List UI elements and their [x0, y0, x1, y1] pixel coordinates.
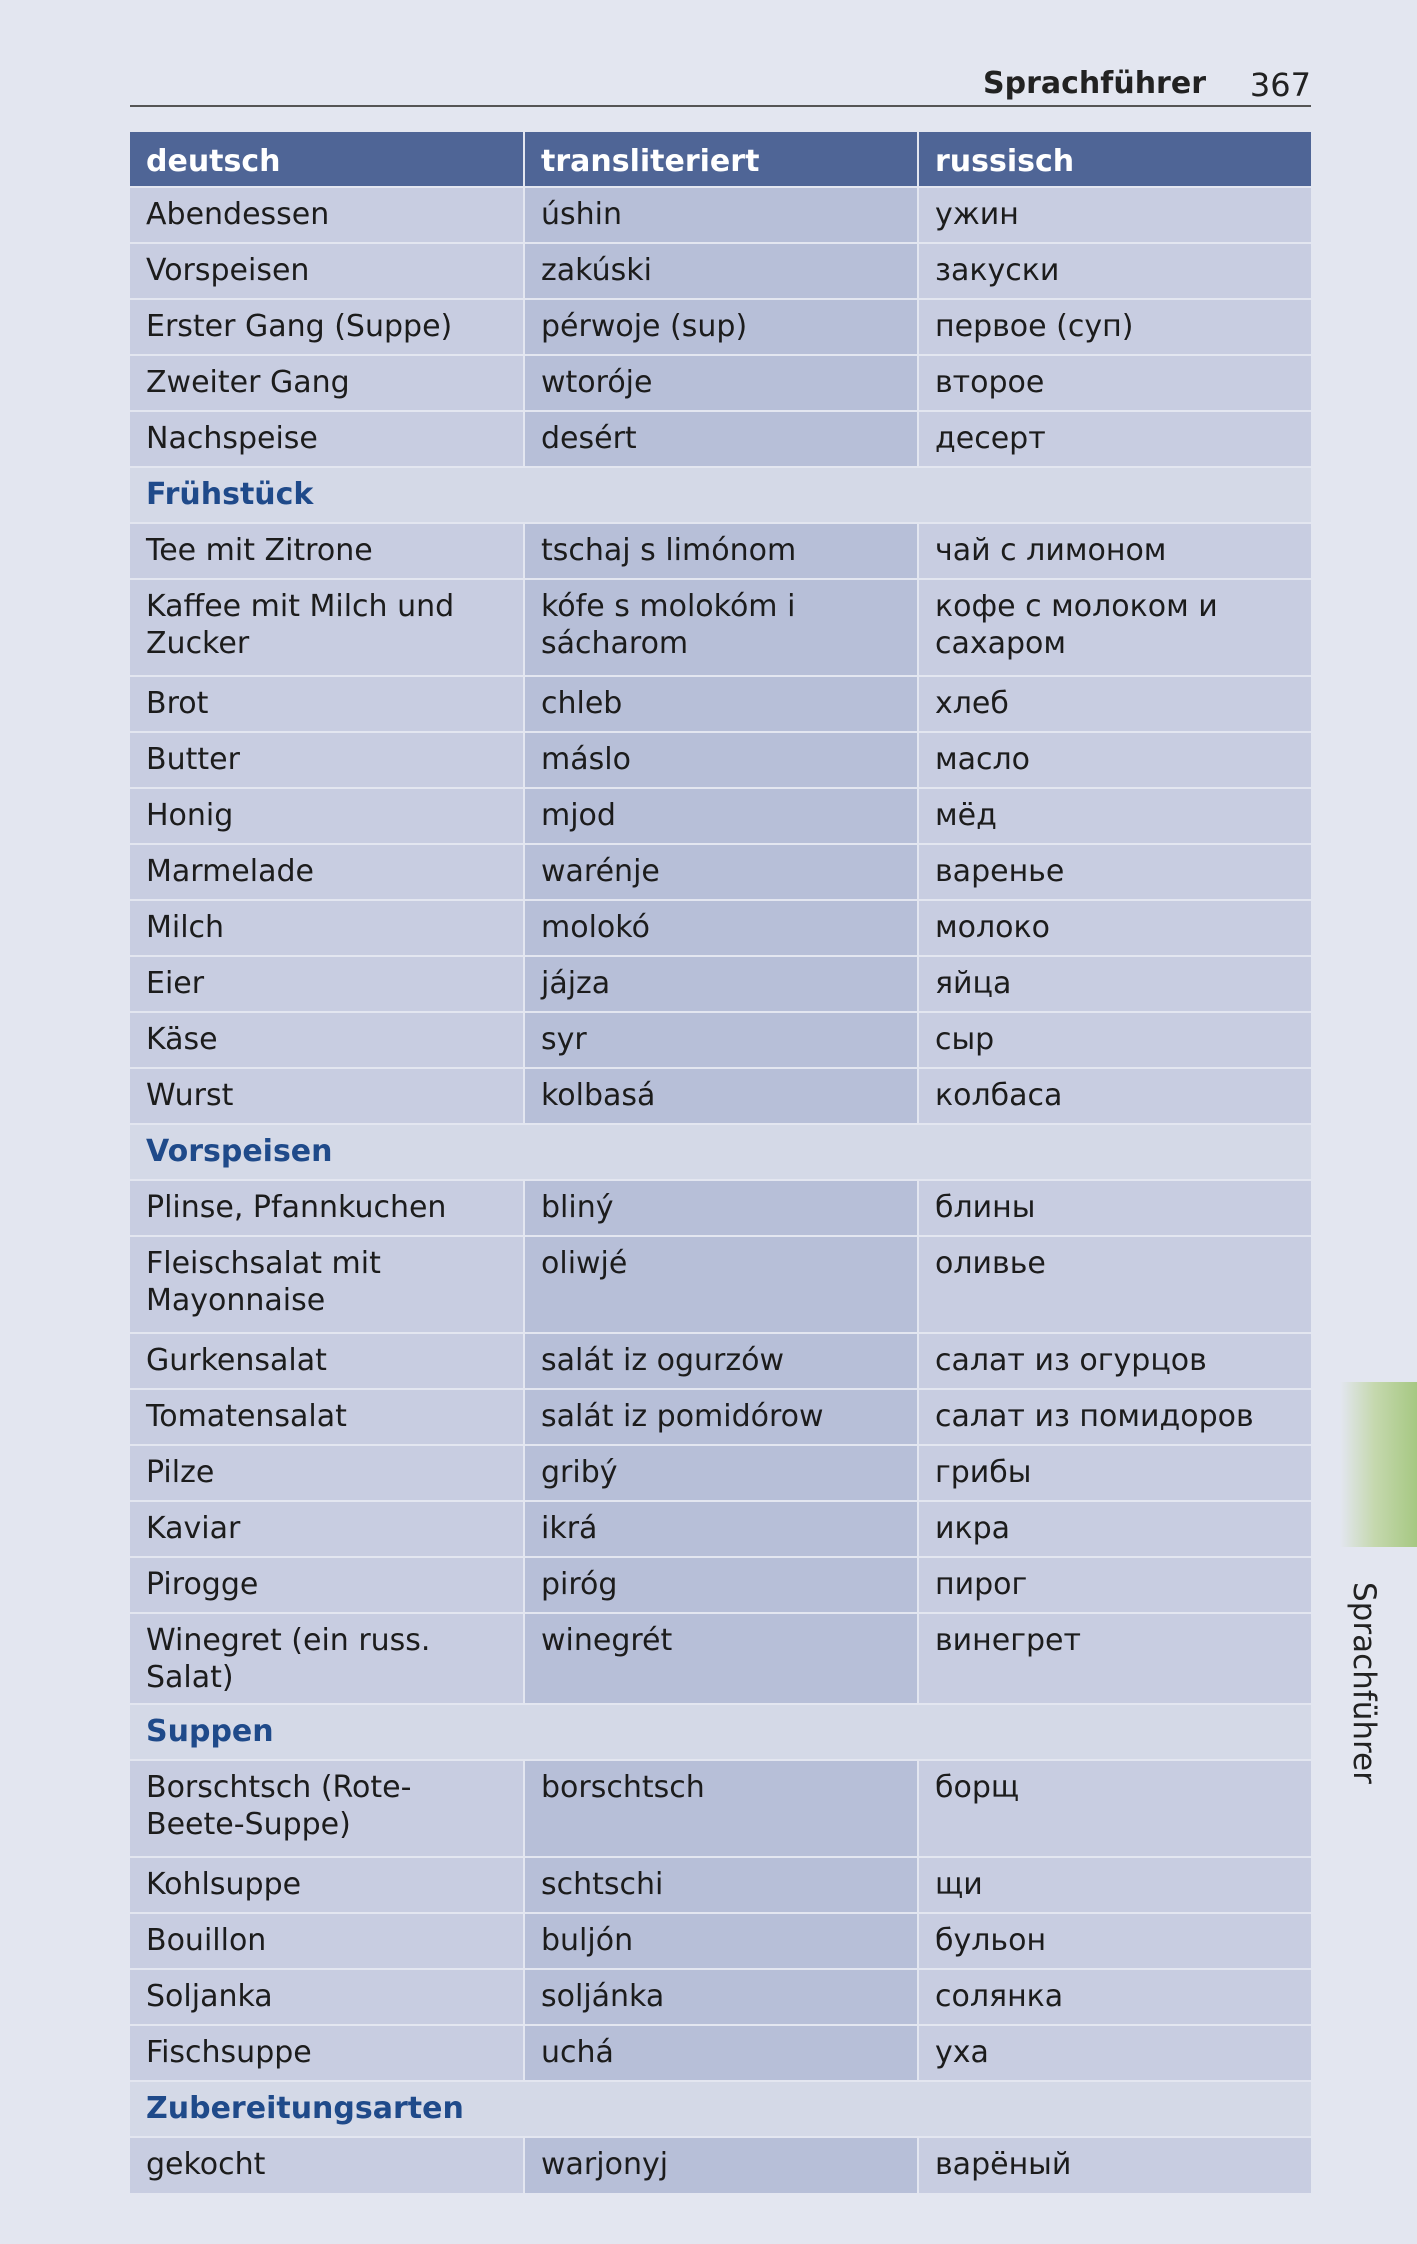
german-cell: Kaviar: [130, 1501, 524, 1557]
russian-cell: мёд: [918, 788, 1311, 844]
transliteration-cell: winegrét: [524, 1613, 918, 1704]
transliteration-cell: molokó: [524, 900, 918, 956]
russian-cell: хлеб: [918, 676, 1311, 732]
table-row: [130, 788, 1311, 844]
transliteration-cell: borschtsch: [524, 1760, 918, 1857]
german-cell: Erster Gang (Suppe): [130, 299, 524, 355]
russian-cell: блины: [918, 1180, 1311, 1236]
table-row: [130, 1760, 1311, 1857]
table-row: [130, 579, 1311, 676]
german-cell: Milch: [130, 900, 524, 956]
running-title: Sprachführer: [983, 66, 1206, 101]
table-row: [130, 1012, 1311, 1068]
transliteration-cell: uchá: [524, 2025, 918, 2081]
german-cell: Wurst: [130, 1068, 524, 1124]
table-row: [130, 1969, 1311, 2025]
transliteration-cell: mjod: [524, 788, 918, 844]
transliteration-cell: schtschi: [524, 1857, 918, 1913]
german-cell: gekocht: [130, 2137, 524, 2193]
russian-cell: варенье: [918, 844, 1311, 900]
german-cell: Pirogge: [130, 1557, 524, 1613]
transliteration-cell: piróg: [524, 1557, 918, 1613]
transliteration-cell: warjonyj: [524, 2137, 918, 2193]
phrasebook-table: [130, 132, 1311, 2193]
russian-cell: оливье: [918, 1236, 1311, 1333]
transliteration-cell: warénje: [524, 844, 918, 900]
table-row: [130, 1445, 1311, 1501]
transliteration-cell: syr: [524, 1012, 918, 1068]
transliteration-cell: zakúski: [524, 243, 918, 299]
transliteration-cell: pérwoje (sup): [524, 299, 918, 355]
russian-cell: уха: [918, 2025, 1311, 2081]
table-row: [130, 1857, 1311, 1913]
russian-cell: сыр: [918, 1012, 1311, 1068]
german-cell: Marmelade: [130, 844, 524, 900]
russian-cell: солянка: [918, 1969, 1311, 2025]
russian-cell: колбаса: [918, 1068, 1311, 1124]
transliteration-cell: kófe s molokóm i sácharom: [524, 579, 918, 676]
russian-cell: винегрет: [918, 1613, 1311, 1704]
russian-cell: варёный: [918, 2137, 1311, 2193]
section-heading: Zubereitungsarten: [130, 2081, 1311, 2137]
german-cell: Gurkensalat: [130, 1333, 524, 1389]
column-header-german: deutsch: [130, 132, 524, 187]
section-heading-row: [130, 1124, 1311, 1180]
russian-cell: бульон: [918, 1913, 1311, 1969]
german-cell: Fischsuppe: [130, 2025, 524, 2081]
table-row: [130, 732, 1311, 788]
german-cell: Honig: [130, 788, 524, 844]
russian-cell: грибы: [918, 1445, 1311, 1501]
table-body: [130, 187, 1311, 2193]
transliteration-cell: salát iz pomidórow: [524, 1389, 918, 1445]
german-cell: Kaffee mit Milch und Zucker: [130, 579, 524, 676]
german-cell: Winegret (ein russ. Salat): [130, 1613, 524, 1704]
russian-cell: молоко: [918, 900, 1311, 956]
russian-cell: борщ: [918, 1760, 1311, 1857]
russian-cell: десерт: [918, 411, 1311, 467]
german-cell: Pilze: [130, 1445, 524, 1501]
table-row: [130, 1389, 1311, 1445]
table-row: [130, 523, 1311, 579]
section-heading-row: [130, 467, 1311, 523]
russian-cell: ужин: [918, 187, 1311, 243]
side-tab-label: Sprachführer: [1346, 1582, 1382, 1784]
russian-cell: второе: [918, 355, 1311, 411]
table-row: [130, 676, 1311, 732]
transliteration-cell: oliwjé: [524, 1236, 918, 1333]
russian-cell: масло: [918, 732, 1311, 788]
page-number: 367: [1249, 66, 1311, 104]
transliteration-cell: ikrá: [524, 1501, 918, 1557]
german-cell: Borschtsch (Rote-Beete-Suppe): [130, 1760, 524, 1857]
german-cell: Käse: [130, 1012, 524, 1068]
column-header-transliteration: transliteriert: [524, 132, 918, 187]
russian-cell: салат из огурцов: [918, 1333, 1311, 1389]
german-cell: Bouillon: [130, 1913, 524, 1969]
transliteration-cell: gribý: [524, 1445, 918, 1501]
table-row: [130, 1501, 1311, 1557]
table-row: [130, 844, 1311, 900]
german-cell: Tee mit Zitrone: [130, 523, 524, 579]
german-cell: Brot: [130, 676, 524, 732]
transliteration-cell: tschaj s limónom: [524, 523, 918, 579]
table-row: [130, 1180, 1311, 1236]
russian-cell: кофе с молоком и сахаром: [918, 579, 1311, 676]
transliteration-cell: kolbasá: [524, 1068, 918, 1124]
thumb-index-tab: [1340, 1382, 1417, 1547]
russian-cell: первое (суп): [918, 299, 1311, 355]
german-cell: Plinse, Pfannkuchen: [130, 1180, 524, 1236]
german-cell: Eier: [130, 956, 524, 1012]
table-row: [130, 1333, 1311, 1389]
section-heading-row: [130, 1704, 1311, 1760]
table-row: [130, 2137, 1311, 2193]
table-row: [130, 243, 1311, 299]
transliteration-cell: wtoróje: [524, 355, 918, 411]
german-cell: Nachspeise: [130, 411, 524, 467]
section-heading: Suppen: [130, 1704, 1311, 1760]
table-row: [130, 1613, 1311, 1704]
russian-cell: закуски: [918, 243, 1311, 299]
german-cell: Abendessen: [130, 187, 524, 243]
page-header: [130, 62, 1311, 107]
table-row: [130, 1068, 1311, 1124]
table-row: [130, 299, 1311, 355]
russian-cell: икра: [918, 1501, 1311, 1557]
transliteration-cell: úshin: [524, 187, 918, 243]
russian-cell: пирог: [918, 1557, 1311, 1613]
table-row: [130, 1236, 1311, 1333]
table-row: [130, 900, 1311, 956]
transliteration-cell: soljánka: [524, 1969, 918, 2025]
transliteration-cell: máslo: [524, 732, 918, 788]
transliteration-cell: chleb: [524, 676, 918, 732]
section-heading: Frühstück: [130, 467, 1311, 523]
table-row: [130, 1913, 1311, 1969]
table-row: [130, 187, 1311, 243]
transliteration-cell: salát iz ogurzów: [524, 1333, 918, 1389]
transliteration-cell: jájza: [524, 956, 918, 1012]
transliteration-cell: buljón: [524, 1913, 918, 1969]
transliteration-cell: bliný: [524, 1180, 918, 1236]
russian-cell: чай с лимоном: [918, 523, 1311, 579]
russian-cell: яйца: [918, 956, 1311, 1012]
german-cell: Kohlsuppe: [130, 1857, 524, 1913]
section-heading: Vorspeisen: [130, 1124, 1311, 1180]
table-row: [130, 956, 1311, 1012]
russian-cell: щи: [918, 1857, 1311, 1913]
transliteration-cell: desért: [524, 411, 918, 467]
table-row: [130, 355, 1311, 411]
russian-cell: салат из помидоров: [918, 1389, 1311, 1445]
section-heading-row: [130, 2081, 1311, 2137]
table-row: [130, 1557, 1311, 1613]
german-cell: Fleischsalat mit Mayonnaise: [130, 1236, 524, 1333]
german-cell: Tomatensalat: [130, 1389, 524, 1445]
table-row: [130, 2025, 1311, 2081]
german-cell: Butter: [130, 732, 524, 788]
german-cell: Zweiter Gang: [130, 355, 524, 411]
table-header-row: [130, 132, 1311, 187]
german-cell: Vorspeisen: [130, 243, 524, 299]
german-cell: Soljanka: [130, 1969, 524, 2025]
column-header-russian: russisch: [918, 132, 1311, 187]
table-row: [130, 411, 1311, 467]
